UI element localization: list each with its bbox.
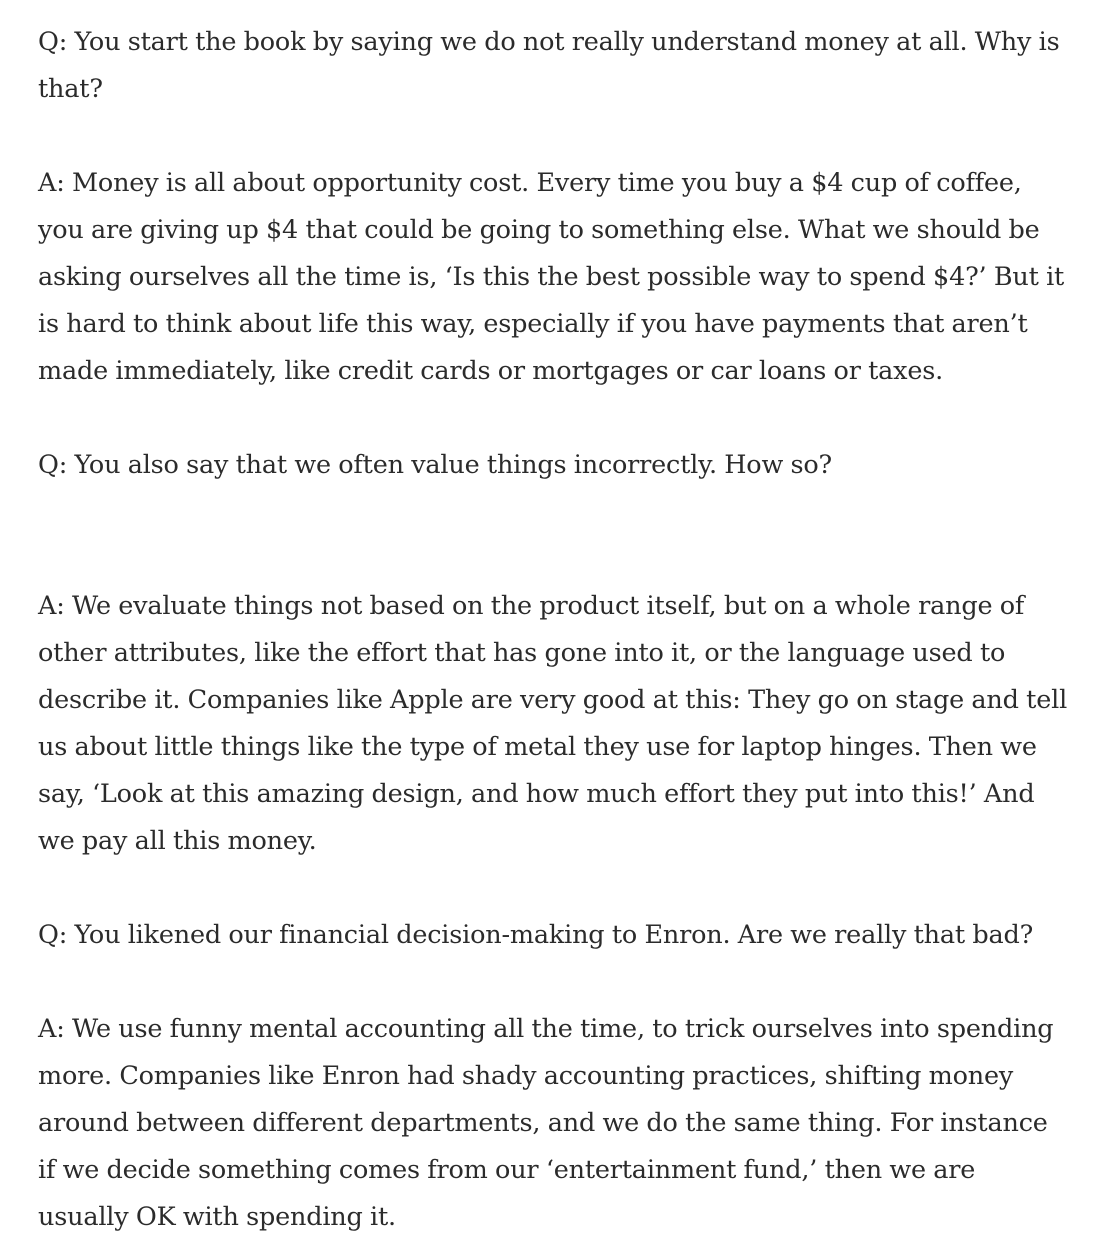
answer-paragraph: A: We use funny mental accounting all the time, to trick ourselves into spending more. Companies like Enron had shady accounting practices, shifting money around between different departments, and we do the same thing. For instance if we decide something comes from our ‘entertainment fund,’ then we are usually OK with spending it. bbox=[38, 1014, 1054, 1232]
question-paragraph: Q: You also say that we often value things incorrectly. How so? bbox=[38, 450, 832, 480]
question-paragraph: Q: You start the book by saying we do not really understand money at all. Why is that? bbox=[38, 27, 1060, 104]
answer-paragraph: A: We evaluate things not based on the product itself, but on a whole range of other attributes, like the effort that has gone into it, or the language used to describe it. Companies like Apple are very good at this: They go on stage and tell us about little things like the type of metal they use for laptop hinges. Then we say, ‘Look at this amazing design, and how much effort they put into this!’ And we pay all this money. bbox=[38, 591, 1068, 856]
answer-paragraph: A: Money is all about opportunity cost. Every time you buy a $4 cup of coffee, you are giving up $4 that could be going to something else. What we should be asking ourselves all the time is, ‘Is this the best possible way to spend $4?’ But it is hard to think about life this way, especially if you have payments that aren’t made immediately, like credit cards or mortgages or car loans or taxes. bbox=[38, 168, 1065, 386]
question-paragraph: Q: You likened our financial decision-making to Enron. Are we really that bad? bbox=[38, 920, 1034, 950]
interview-article bbox=[38, 19, 1068, 1241]
